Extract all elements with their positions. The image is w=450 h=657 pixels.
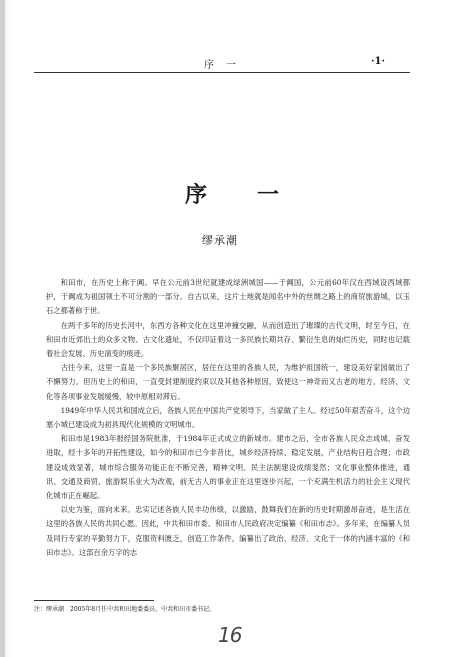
paragraph: 和田市是1983年报经国务院批准，于1984年正式成立的新城市。建市之后，全市各族人民众志成城、奋发进取，经十多年的开拓性建设，如今的和田市已今非昔比，城乡经济持续、稳定发展，产业结构日趋合理；市政建设成效显著，城市综合服务功能正在不断完善，精神文明、民主法制建设成绩斐然；文化事业整体推进，通讯、交通及商贸、旅游娱乐业大为改观，前无古人的事业正在这里逐步兴起，一个充满生机活力的社会主义现代化城市正在崛起。 [46, 434, 410, 501]
paragraph: 在两千多年的历史长河中，东西方各种文化在这里冲撞交融，从而创造出了璀璨的古代文明，时至今日，在和田市近郊出土的众多文物、古文化遗址，不仅印证着这一多民族长期共存、繁衍生息的灿烂历史，同时也记载着社会发展、历史演变的痕迹。 [46, 320, 410, 359]
paragraph: 和田市，在历史上称于阗。早在公元前3世纪就建成绿洲城国——于阗国，公元前60年汉在西域设西域都护，于阗成为祖国领土不可分割的一部分。自古以来，这片土地就是闻名中外的丝绸之路上的商贸旅游城，以玉石之都著称于世。 [46, 278, 410, 316]
chapter-title: 序 一 [185, 183, 294, 208]
paragraph: 1949年中华人民共和国成立后，各族人民在中国共产党领导下，当家做了主人。经过50年艰苦奋斗，这个边塞小城已建设成为初具现代化规模的文明城市。 [46, 405, 410, 430]
handwritten-page-mark: 16 [218, 623, 242, 647]
footnote-rule [34, 600, 154, 601]
running-header-page-number: ·1· [371, 56, 385, 67]
paragraph: 古往今来，这里一直是一个多民族聚居区，居住在这里的各族人民，为维护祖国统一，建设美好家园做出了不懈努力。但历史上的和田，一直受封建制度约束以及其他各种原因，致使这一神奇而又古老的地方，经济、文化等各项事业发展缓慢，较中原相对滞后。 [46, 363, 410, 401]
author-name: 缪承潮 [202, 234, 238, 247]
body-text [46, 276, 410, 560]
running-header-title: 序 一 [204, 60, 237, 71]
binding-shadow [0, 0, 5, 657]
paragraph: 以史为鉴，面向未来。忠实记述各族人民丰功伟绩，以激励、鼓舞我们在新的历史时期激昂奋进，是生活在这里的各族人民的共同心愿。因此，中共和田市委、和田市人民政府决定编纂《和田市志》。多年来，在编纂人员及同行专家的辛勤努力下，克服资料匮乏，创造工作条件，编纂出了政治、经济、文化于一体的内涵丰富的《和田市志》。这部百余万字的志 [46, 505, 410, 557]
header-rule [34, 72, 410, 73]
footnote: 注：缪承潮 2005年8月任中共和田地委委员、中共和田市委书记。 [34, 606, 216, 613]
